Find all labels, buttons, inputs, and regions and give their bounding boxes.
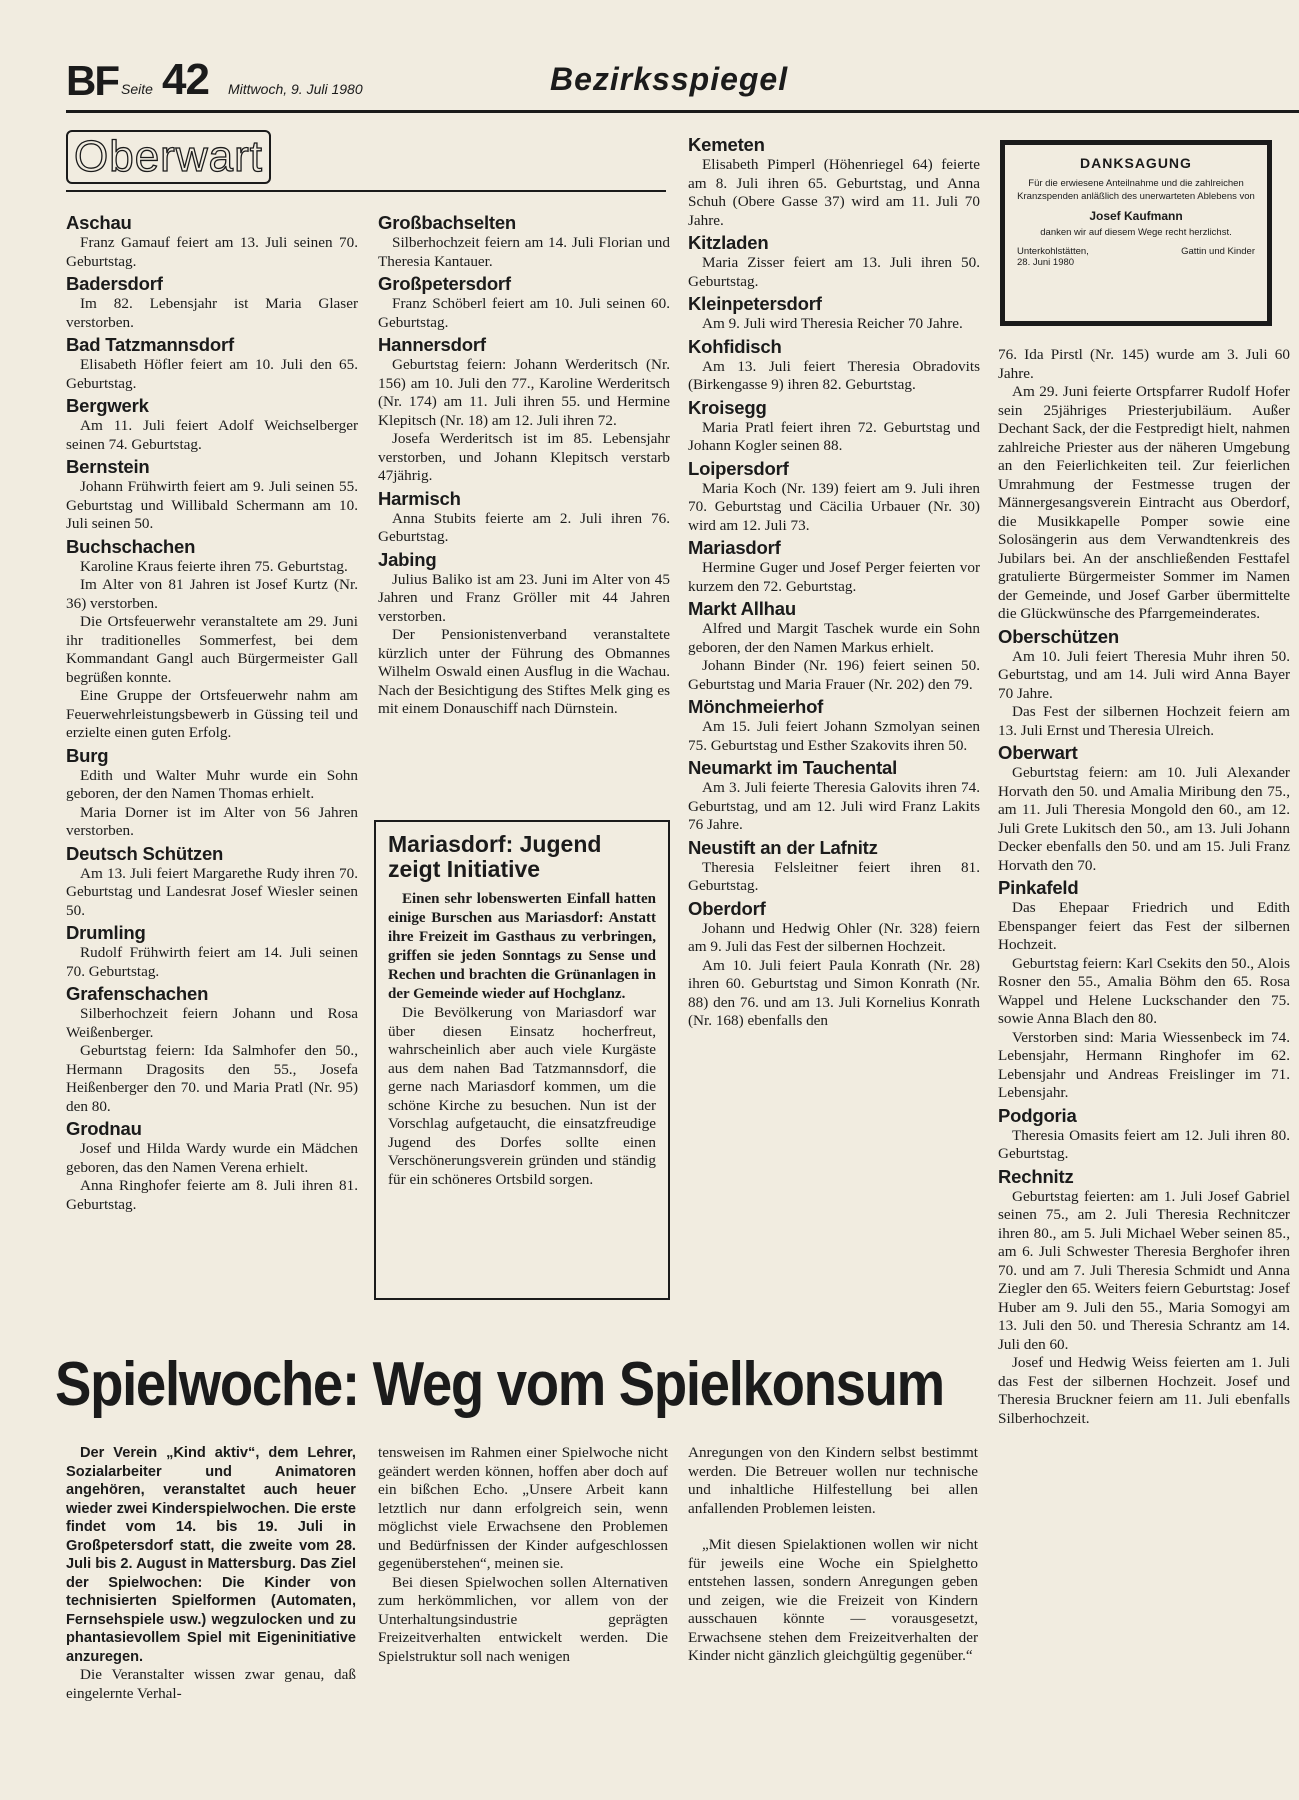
news-entry [66, 983, 358, 1116]
news-entry [688, 458, 980, 536]
place-heading: Großpetersdorf [378, 273, 511, 294]
news-entry [688, 537, 980, 596]
place-heading: Kitzladen [688, 232, 769, 253]
news-text: Geburtstag feiern: Ida Salmhofer den 50., Hermann Dragosits den 55., Josefa Heißenberger den 70. und Maria Pratl (Nr. 95) den 80. [66, 1042, 358, 1115]
page-number: 42 [162, 55, 209, 104]
news-entry [998, 742, 1290, 875]
news-entry [378, 549, 670, 719]
news-entry [66, 536, 358, 743]
place-heading: Pinkafeld [998, 877, 1079, 898]
news-entry [378, 334, 670, 486]
news-text: Geburtstag feierten: am 1. Juli Josef Gabriel seinen 75., am 2. Juli Theresia Rechnitczer ihren 80., am 5. Juli Michael Weber seinen 85., am 6. Juli Schwester Theresia Berghofer ihren 70. und am 7. Juli Theresia Schmidt und Anna Ziegler den 65. Weiters feiern Geburtstag: Josef Huber am 9. Juli den 55., Maria Somogyi am 13. Juli den 50. und Theresia Schrantz am 14. Juli den 60. [998, 1187, 1290, 1353]
danksagung-signature: Gattin und Kinder [1181, 246, 1255, 257]
news-entry [66, 334, 358, 393]
place-heading: Oberdorf [688, 897, 766, 919]
news-entry [66, 273, 358, 332]
news-entry [998, 626, 1290, 741]
article-paragraph: „Mit diesen Spielaktionen wollen wir nicht für jeweils eine Woche ein Spielghetto entstehen lassen, sondern Anregungen geben und zeigen, wie die Freizeit von Kindern ausschauen könnte — vorausgesetzt, Erwachsene stehen dem Freizeitverhalten der Kinder nicht gänzlich gleichgültig gegenüber.“ [688, 1536, 978, 1664]
place-heading: Burg [66, 744, 109, 766]
news-text: Am 10. Juli feiert Theresia Muhr ihren 50. Geburtstag, und am 14. Juli wird Anna Bayer 70 Jahre. [998, 647, 1290, 702]
news-entry [688, 757, 980, 835]
news-text: Im 82. Lebensjahr ist Maria Glaser verstorben. [66, 295, 358, 331]
story-box-title: Mariasdorf: Jugend zeigt Initiative [388, 831, 602, 882]
danksagung-name: Josef Kaufmann [1089, 209, 1183, 223]
news-text: Franz Gamauf feiert am 13. Juli seinen 70. Geburtstag. [66, 234, 358, 270]
story-box-mariasdorf [374, 820, 670, 1300]
news-text: Am 3. Juli feierte Theresia Galovits ihren 74. Geburtstag, und am 12. Juli wird Franz Lakits 76 Jahre. [688, 779, 980, 833]
page-label: Seite [121, 81, 153, 97]
article-paragraph: Die Veranstalter wissen zwar genau, daß eingelernte Verhal- [66, 1666, 356, 1702]
news-entry [688, 336, 980, 395]
danksagung-footer [1017, 246, 1255, 268]
news-entry [688, 598, 980, 694]
place-heading: Markt Allhau [688, 598, 796, 619]
news-text: Theresia Omasits feiert am 12. Juli ihren 80. Geburtstag. [998, 1126, 1290, 1162]
news-text: Im Alter von 81 Jahren ist Josef Kurtz (Nr. 36) verstorben. [66, 576, 358, 612]
news-text: Am 9. Juli wird Theresia Reicher 70 Jahre. [702, 315, 963, 332]
place-heading: Grafenschachen [66, 983, 209, 1004]
news-entry [378, 488, 670, 547]
place-heading: Kohfidisch [688, 335, 782, 357]
news-text: Johann Binder (Nr. 196) feiert seinen 50. Geburtstag und Maria Frauer (Nr. 202) den 79. [688, 657, 980, 693]
news-entry [688, 696, 980, 755]
news-entry [688, 134, 980, 230]
section-title: Bezirksspiegel [550, 61, 789, 97]
news-entry [66, 212, 358, 271]
news-text: Alfred und Margit Taschek wurde ein Sohn geboren, der den Namen Markus erhielt. [688, 620, 980, 656]
place-heading: Rechnitz [998, 1165, 1074, 1187]
news-text: Josef und Hilda Wardy wurde ein Mädchen geboren, das den Namen Verena erhielt. [66, 1140, 358, 1176]
news-entry [688, 293, 980, 334]
article-column-1 [66, 1444, 356, 1703]
news-entry [688, 232, 980, 291]
news-text: Maria Koch (Nr. 139) feiert am 9. Juli ihren 70. Geburtstag und Cäcilia Urbauer (Nr. 30) wird am 12. Juli 73. [688, 479, 980, 534]
newspaper-logo: BF [66, 57, 118, 104]
news-text: Am 15. Juli feiert Johann Szmolyan seinen 75. Geburtstag und Esther Szakovits ihren 50. [688, 718, 980, 754]
news-text: Eine Gruppe der Ortsfeuerwehr nahm am Feuerwehrleistungsbewerb in Güssing teil und erzielte einen guten Erfolg. [66, 687, 358, 741]
news-text: Theresia Felsleitner feiert ihren 81. Geburtstag. [688, 858, 980, 894]
news-text: Am 29. Juni feierte Ortspfarrer Rudolf Hofer sein 25jähriges Priesterjubiläum. Außer Dechant Sack, der die Festpredigt hielt, nahmen zahlreiche Priester aus der näheren Umgebung an den Feierlichkeiten teil. Zur feierlichen Umrahmung der Festmesse trugen der Männergesangsverein Eintracht aus Oberdorf, die Musikkapelle Pomper sowie eine Solosängerin aus dem Verwandtenkreis des Jubilars bei. An der anschließenden Festtafel gratulierte Bürgermeister Sommer im Namen der Gemeinde, und Josef Garber übermittelte die Glückwünsche des Pfarrgemeinderates. [998, 383, 1290, 622]
article-headline: Spielwoche: Weg vom Spielkonsum [55, 1350, 944, 1419]
news-text: Am 10. Juli feiert Paula Konrath (Nr. 28) ihren 60. Geburtstag und Simon Konrath (Nr. 88) den 76. und am 13. Juli Kornelius Konrath (Nr. 168) ebenfalls den [688, 956, 980, 1029]
place-heading: Deutsch Schützen [66, 842, 224, 864]
news-entry [378, 212, 670, 271]
issue-date: Mittwoch, 9. Juli 1980 [228, 81, 363, 97]
news-text: 76. Ida Pirstl (Nr. 145) wurde am 3. Juli 60 Jahre. [998, 346, 1290, 382]
news-column-1 [66, 212, 358, 1216]
news-entry [378, 273, 670, 332]
place-heading: Bergwerk [66, 395, 149, 416]
news-text: Josefa Werderitsch ist im 85. Lebensjahr verstorben, und Johann Klepitsch verstarb 47jährig. [378, 430, 670, 484]
article-paragraph: Anregungen von den Kindern selbst bestimmt werden. Die Betreuer wollen nur technische und inhaltliche Hilfestellung bei allen anfallenden Problemen leisten. [688, 1444, 978, 1517]
place-heading: Drumling [66, 922, 146, 943]
news-text: Am 13. Juli feiert Margarethe Rudy ihren 70. Geburtstag und Landesrat Josef Wiesler seinen 50. [66, 864, 358, 919]
place-heading: Bad Tatzmannsdorf [66, 334, 234, 355]
news-text: Hermine Guger und Josef Perger feierten vor kurzem den 72. Geburtstag. [688, 559, 980, 595]
news-entry [998, 346, 1290, 624]
place-heading: Oberwart [998, 742, 1078, 763]
news-text: Am 13. Juli feiert Theresia Obradovits (Birkengasse 9) ihren 82. Geburtstag. [688, 357, 980, 393]
article-lead: Der Verein „Kind aktiv“, dem Lehrer, Sozialarbeiter und Animatoren angehören, veranstaltet auch heuer wieder zwei Kinderspielwochen. Die erste findet vom 14. bis 19. Juli in Großpetersdorf statt, die zweite vom 28. Juli bis 2. August in Mattersburg. Das Ziel der Spielwochen: Die Kinder von technisierten Spielformen (Automaten, Fernsehspiele usw.) wegzulocken und zu phantasievollem Spiel mit Eigeninitiative anzuregen. [66, 1445, 356, 1665]
danksagung-title: DANKSAGUNG [1080, 155, 1192, 171]
news-text: Johann und Hedwig Ohler (Nr. 328) feiern am 9. Juli das Fest der silbernen Hochzeit. [688, 919, 980, 955]
news-text: Maria Zisser feiert am 13. Juli ihren 50. Geburtstag. [688, 254, 980, 290]
place-heading: Neustift an der Lafnitz [688, 836, 878, 858]
danksagung-body: Für die erwiesene Anteilnahme und die zahlreichen Kranzspenden anläßlich des unerwarteten Ablebens von [1017, 178, 1255, 202]
place-heading: Jabing [378, 548, 437, 570]
news-text: Karoline Kraus feierte ihren 75. Geburtstag. [80, 557, 348, 575]
news-text: Am 11. Juli feiert Adolf Weichselberger seinen 74. Geburtstag. [66, 417, 358, 453]
news-entry [66, 922, 358, 981]
news-text: Das Fest der silbernen Hochzeit feiern am 13. Juli Ernst und Theresia Ulreich. [998, 703, 1290, 739]
article-column-3 [688, 1444, 978, 1666]
news-text: Geburtstag feiern: am 10. Juli Alexander Horvath den 50. und Amalia Miribung den 75., am 11. Juli Theresia Mongold den 60., am 12. Juli Grete Lukitsch den 50., am 13. Juli Johann Decker ebenfalls den 50. und am 15. Juli Franz Horvath den 70. [998, 764, 1290, 874]
news-text: Geburtstag feiern: Karl Csekits den 50., Alois Rosner den 55., Amalia Böhm den 65. Rosa Wappel und Helene Luckschander den 75. sowie Anna Blach den 80. [998, 954, 1290, 1027]
news-text: Anna Ringhofer feierte am 8. Juli ihren 81. Geburtstag. [66, 1177, 358, 1213]
danksagung-date: 28. Juni 1980 [1017, 257, 1075, 268]
news-text: Julius Baliko ist am 23. Juni im Alter von 45 Jahren und Franz Gröller mit 44 Jahren verstorben. [378, 570, 670, 625]
story-box-lead: Einen sehr lobenswerten Einfall hatten einige Burschen aus Mariasdorf: Anstatt ihre Freizeit im Gasthaus zu verbringen, griffen sie jeden Sonntags zu Sense und Rechen und brachten die Grünanlagen in der Gemeinde wieder auf Hochglanz. [388, 891, 656, 1002]
news-entry [688, 397, 980, 456]
news-entry [998, 877, 1290, 1103]
danksagung-thanks: danken wir auf diesem Wege recht herzlichst. [1040, 227, 1232, 238]
news-text: Silberhochzeit feiern am 14. Juli Florian und Theresia Kantauer. [378, 234, 670, 270]
place-heading: Bernstein [66, 456, 150, 477]
story-box-body: Die Bevölkerung von Mariasdorf war über diesen Einsatz hocherfreut, wahrscheinlich aber auch viele Kurgäste aus dem nahen Bad Tatzmannsdorf, die gerne nach Mariasdorf kommen, um die schöne Kirche zu besuchen. Nun ist der Vorschlag aufgetaucht, die einsatzfreudige Jugend des Dorfes sollte einen Verschönerungsverein gründen und ständig für ein schöneres Ortsbild sorgen. [388, 1004, 656, 1188]
danksagung-notice [1000, 140, 1272, 326]
news-text: Maria Pratl feiert ihren 72. Geburtstag und Johann Kogler seinen 88. [688, 418, 980, 454]
place-heading: Kroisegg [688, 396, 767, 418]
place-heading: Kleinpetersdorf [688, 293, 822, 314]
article-column-2 [378, 1444, 668, 1666]
news-entry [66, 745, 358, 841]
place-heading: Buchschachen [66, 535, 196, 557]
place-heading: Aschau [66, 212, 132, 233]
news-entry [688, 837, 980, 896]
place-heading: Grodnau [66, 1118, 142, 1139]
masthead [66, 55, 1299, 113]
news-entry [66, 1118, 358, 1214]
place-heading: Kemeten [688, 134, 765, 155]
news-column-3 [688, 134, 980, 1033]
news-text: Das Ehepaar Friedrich und Edith Ebenspanger feiert das Fest der silbernen Hochzeit. [998, 899, 1290, 953]
news-text: Johann Frühwirth feiert am 9. Juli seinen 55. Geburtstag und Willibald Schermann am 10. Juli seinen 50. [66, 478, 358, 532]
place-heading: Mariasdorf [688, 537, 781, 558]
news-column-2 [378, 212, 670, 721]
article-paragraph: Bei diesen Spielwochen sollen Alternativen zum herkömmlichen, vor allem von der Unterhaltungsindustrie geprägten Freizeitverhalten entwickelt werden. Die Spielstruktur soll nach wenigen [378, 1573, 668, 1665]
place-heading: Mönchmeierhof [688, 696, 824, 717]
danksagung-place: Unterkohlstätten, [1017, 246, 1089, 257]
news-text: Elisabeth Höfler feiert am 10. Juli den 65. Geburtstag. [66, 356, 358, 392]
place-heading: Podgoria [998, 1104, 1077, 1126]
place-heading: Oberschützen [998, 625, 1119, 647]
news-text: Maria Dorner ist im Alter von 56 Jahren verstorben. [66, 803, 358, 839]
news-text: Edith und Walter Muhr wurde ein Sohn geboren, der den Namen Thomas erhielt. [66, 766, 358, 802]
place-heading: Harmisch [378, 487, 461, 509]
article-paragraph: tensweisen im Rahmen einer Spielwoche nicht geändert werden können, hoffen aber doch auf ein bißchen Echo. „Unsere Arbeit kann letztlich nur dann erfolgreich sein, wenn möglichst viele Erwachsene den Problemen und Bedürfnissen der Kinder aufgeschlossen gegenüberstehen“, meinen sie. [378, 1444, 668, 1572]
place-heading: Hannersdorf [378, 334, 486, 355]
news-entry [998, 1105, 1290, 1164]
news-text: Franz Schöberl feiert am 10. Juli seinen 60. Geburtstag. [378, 295, 670, 331]
news-text: Verstorben sind: Maria Wiessenbeck im 74. Lebensjahr, Hermann Ringhofer im 62. Lebensjahr und Andreas Freislinger im 71. Lebensjahr. [998, 1028, 1290, 1101]
place-heading: Badersdorf [66, 273, 163, 294]
news-text: Elisabeth Pimperl (Höhenriegel 64) feierte am 8. Juli ihren 65. Geburtstag, und Anna Schuh (Obere Gasse 37) wird am 11. Juli 70 Jahre. [688, 156, 980, 229]
news-entry [688, 898, 980, 1031]
place-heading: Großbachselten [378, 212, 517, 233]
news-entry [66, 843, 358, 921]
place-heading: Neumarkt im Tauchental [688, 757, 898, 778]
news-text: Josef und Hedwig Weiss feierten am 1. Juli das Fest der silbernen Hochzeit. Josef und Theresia Bruckner feiern am 11. Juli ebenfalls Silberhochzeit. [998, 1354, 1290, 1427]
place-heading: Loipersdorf [688, 457, 789, 479]
news-text: Geburtstag feiern: Johann Werderitsch (Nr. 156) am 10. Juli den 77., Karoline Werderitsch (Nr. 174) am 11. Juli ihren 55. und Hermine Klepitsch (Nr. 18) am 12. Juli ihren 72. [378, 356, 670, 429]
region-title: Oberwart [66, 130, 271, 184]
news-entry [66, 395, 358, 454]
news-text: Die Ortsfeuerwehr veranstaltete am 29. Juni ihr traditionelles Sommerfest, bei dem Kommandant Gangl auch Bürgermeister Gall begrüßen konnte. [66, 613, 358, 686]
region-title-rule [66, 190, 666, 192]
news-text: Der Pensionistenverband veranstaltete kürzlich unter der Führung des Obmannes Wilhelm Oswald einen Ausflug in die Wachau. Nach der Besichtigung des Stiftes Melk ging es mit einem Donauschiff nach Dürnstein. [378, 626, 670, 717]
news-entry [998, 1166, 1290, 1429]
news-text: Anna Stubits feierte am 2. Juli ihren 76. Geburtstag. [378, 509, 670, 545]
news-text: Rudolf Frühwirth feiert am 14. Juli seinen 70. Geburtstag. [66, 944, 358, 980]
news-entry [66, 456, 358, 534]
news-text: Silberhochzeit feiern Johann und Rosa Weißenberger. [66, 1005, 358, 1041]
news-column-4 [998, 346, 1290, 1430]
